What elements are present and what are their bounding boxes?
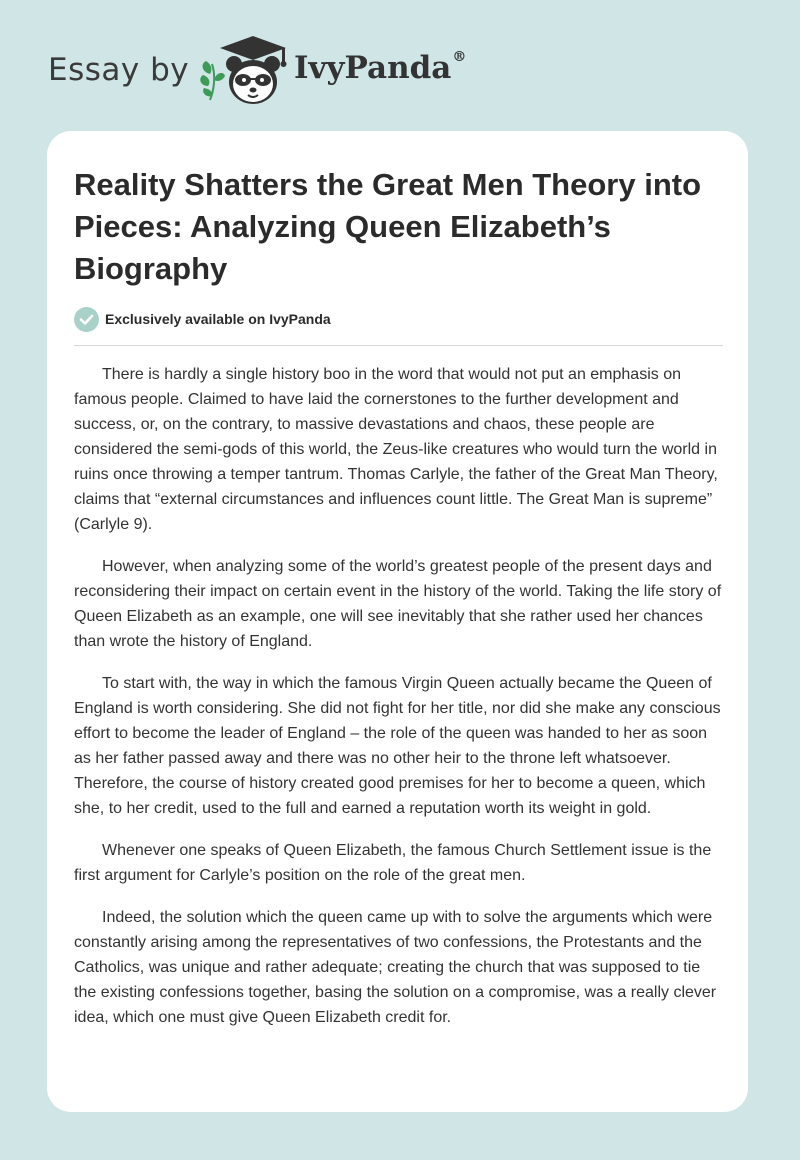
essay-by-label: Essay by <box>48 52 190 88</box>
paragraph: However, when analyzing some of the world’s greatest people of the present days and reconsidering their impact on certain event in the history of the world. Taking the life story of Queen Elizabeth as an example, one will see inevitably that she rather used her chances than wrote the history of England. <box>74 558 722 650</box>
check-circle-icon <box>74 307 99 332</box>
registered-mark: ® <box>452 48 467 65</box>
paragraph: To start with, the way in which the famous Virgin Queen actually became the Queen of England is worth considering. She did not fight for her title, nor did she make any conscious effort to become the leader of England – the role of the queen was handed to her as soon as her father passed away and there was no other heir to the throne left whatsoever. Therefore, the course of history created good premises for her to become a queen, which she, to her credit, used to the full and earned a reputation worth its weight in gold. <box>74 675 721 817</box>
essay-body <box>74 362 725 1047</box>
panda-graduate-icon[interactable] <box>198 34 298 110</box>
paragraph: Indeed, the solution which the queen came up with to solve the arguments which were constantly arising among the representatives of two confessions, the Protestants and the Catholics, was unique and rather adequate; creating the church that was supposed to tie the existing confessions together, basing the solution on a compromise, was a really clever idea, which one must give Queen Elizabeth credit for. <box>74 909 717 1026</box>
paragraph: There is hardly a single history boo in the word that would not put an emphasis on famous people. Claimed to have laid the cornerstones to the further development and success, or, on the contrary, to massive devastations and chaos, these people are considered the semi-gods of this world, the Zeus-like creatures who would turn the world in ruins once throwing a temper tantrum. Thomas Carlyle, the father of the Great Man Theory, claims that “external circumstances and influences count little. The Great Man is supreme” (Carlyle 9). <box>74 366 718 533</box>
exclusive-badge-text: Exclusively available on IvyPanda <box>105 311 331 327</box>
paragraph: Whenever one speaks of Queen Elizabeth, the famous Church Settlement issue is the first argument for Carlyle’s position on the role of the great men. <box>74 842 712 884</box>
exclusive-badge <box>74 306 331 332</box>
essay-card <box>47 131 748 1112</box>
brand-name[interactable]: IvyPanda® <box>294 48 467 86</box>
site-header <box>48 34 508 110</box>
essay-title: Reality Shatters the Great Men Theory into Pieces: Analyzing Queen Elizabeth’s Biography <box>74 167 702 286</box>
divider <box>74 345 723 346</box>
